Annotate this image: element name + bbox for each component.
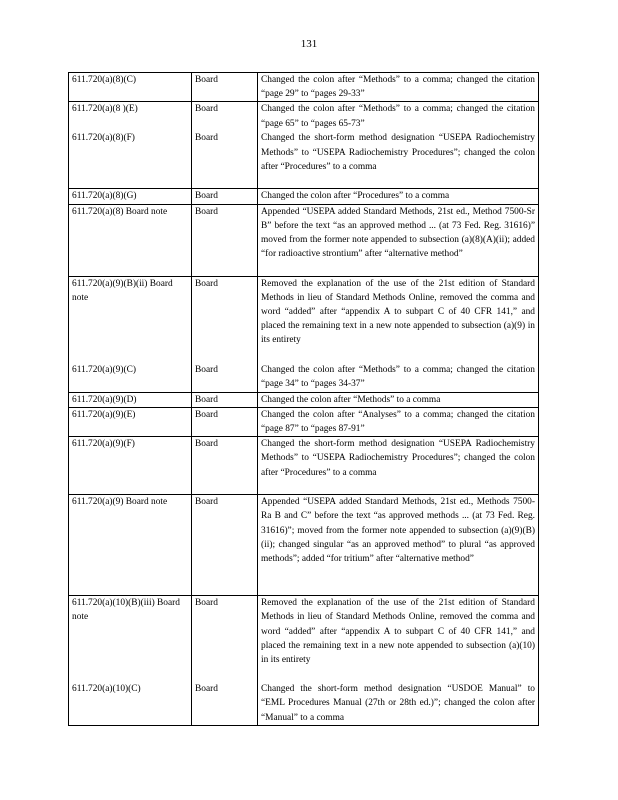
change-description: Changed the short-form method designation “USDOE Manual” to “EML Procedures Manual (27th or 28th ed.)”; changed the colon after “Manual” to a comma	[261, 684, 535, 723]
change-description: Appended “USEPA added Standard Methods, 21st ed., Method 7500-Sr B” before the text “as an approved method ... (at 73 Fed. Reg. 31616)” moved from the former note appended to subsection (a)(8)(A)(ii); added “for radioactive strontium” after “alternative method”	[261, 206, 535, 260]
agency-name: Board	[195, 278, 218, 289]
agency-name: Board	[195, 598, 218, 609]
description-cell	[258, 73, 539, 102]
section-citation: 611.720(a)(9)(E)	[72, 409, 136, 420]
table-row	[69, 276, 539, 392]
agency-cell	[192, 73, 258, 102]
table-row	[69, 102, 539, 189]
description-cell	[258, 392, 539, 407]
agency-name: Board	[195, 684, 218, 695]
section-cell	[69, 437, 192, 495]
agency-name: Board	[195, 191, 218, 202]
section-citation: 611.720(a)(10)(C)	[72, 684, 141, 695]
agency-name: Board	[195, 409, 218, 420]
change-description: Changed the colon after “Methods” to a comma; changed the citation “page 65” to “pages 65-73”	[261, 104, 535, 129]
change-description: Changed the colon after “Analyses” to a comma; changed the citation “page 87” to “pages 87-91”	[261, 409, 535, 435]
section-cell	[69, 495, 192, 596]
change-description: Changed the colon after “Procedures” to a comma	[261, 191, 450, 202]
agency-cell	[192, 596, 258, 726]
change-description: Changed the colon after “Methods” to a comma; changed the citation “page 34” to “pages 34-37”	[261, 364, 535, 389]
section-citation: 611.720(a)(8 )(E)	[72, 104, 138, 115]
change-description: Changed the colon after “Methods” to a comma	[261, 394, 441, 405]
section-citation: 611.720(a)(8) Board note	[72, 206, 168, 217]
change-description: Changed the short-form method designation “USEPA Radiochemistry Methods” to “USEPA Radiochemistry Procedures”; changed the colon after “Procedures” to a comma	[261, 439, 535, 478]
change-description: Removed the explanation of the use of the 21st edition of Standard Methods in lieu of Standard Methods Online, removed the comma and word “added” after “appendix A to subpart C of 40 CFR 141,” and placed the remaining text in a new note appended to subsection (a)(10) in its entirety	[261, 598, 535, 666]
section-cell	[69, 73, 192, 102]
description-cell	[258, 407, 539, 436]
agency-name: Board	[195, 104, 218, 115]
agency-name: Board	[195, 133, 218, 144]
description-cell	[258, 102, 539, 189]
section-cell	[69, 596, 192, 726]
section-cell	[69, 392, 192, 407]
section-cell	[69, 276, 192, 392]
section-cell	[69, 204, 192, 276]
page-number: 131	[300, 38, 318, 50]
agency-cell	[192, 392, 258, 407]
table-row	[69, 392, 539, 407]
description-cell	[258, 189, 539, 204]
section-citation: 611.720(a)(9)(F)	[72, 439, 135, 450]
table-row	[69, 73, 539, 102]
change-description: Changed the colon after “Methods” to a comma; changed the citation “page 29” to “pages 29-33”	[261, 75, 535, 100]
section-citation: 611.720(a)(8)(F)	[72, 133, 135, 144]
section-citation: 611.720(a)(8)(C)	[72, 75, 136, 85]
amendments-table	[68, 72, 539, 726]
table-row	[69, 596, 539, 726]
table-row	[69, 495, 539, 596]
table-row	[69, 437, 539, 495]
table-row	[69, 407, 539, 436]
agency-cell	[192, 102, 258, 189]
section-citation: 611.720(a)(10)(B)(iii) Board note	[72, 598, 180, 623]
description-cell	[258, 495, 539, 596]
section-cell	[69, 407, 192, 436]
section-citation: 611.720(a)(9)(C)	[72, 364, 136, 375]
section-citation: 611.720(a)(9)(D)	[72, 394, 137, 405]
description-cell	[258, 276, 539, 392]
change-description: Removed the explanation of the use of the 21st edition of Standard Methods in lieu of Standard Methods Online, removed the comma and word “added” after “appendix A to subpart C of 40 CFR 141,” and placed the remaining text in a new note appended to subsection (a)(9) in its entirety	[261, 278, 535, 346]
agency-cell	[192, 189, 258, 204]
table-row	[69, 204, 539, 276]
agency-cell	[192, 437, 258, 495]
agency-cell	[192, 407, 258, 436]
section-citation: 611.720(a)(8)(G)	[72, 191, 137, 202]
change-description: Changed the short-form method designation “USEPA Radiochemistry Methods” to “USEPA Radiochemistry Procedures”; changed the colon after “Procedures” to a comma	[261, 133, 535, 172]
agency-cell	[192, 495, 258, 596]
table-row	[69, 189, 539, 204]
section-citation: 611.720(a)(9) Board note	[72, 497, 168, 508]
section-cell	[69, 189, 192, 204]
section-cell	[69, 102, 192, 189]
agency-name: Board	[195, 75, 218, 85]
agency-name: Board	[195, 206, 218, 217]
agency-cell	[192, 276, 258, 392]
description-cell	[258, 437, 539, 495]
agency-name: Board	[195, 439, 218, 450]
agency-name: Board	[195, 364, 218, 375]
description-cell	[258, 596, 539, 726]
agency-cell	[192, 204, 258, 276]
change-description: Appended “USEPA added Standard Methods, 21st ed., Methods 7500-Ra B and C” before the text “as approved methods ... (at 73 Fed. Reg. 31616)”; moved from the former note appended to subsection (a)(9)(B)(ii); changed singular “as an approved method” to plural “as approved methods”; added “for tritium” after “alternative method”	[261, 497, 535, 565]
description-cell	[258, 204, 539, 276]
agency-name: Board	[195, 394, 218, 405]
agency-name: Board	[195, 497, 218, 508]
section-citation: 611.720(a)(9)(B)(ii) Board note	[72, 278, 173, 303]
